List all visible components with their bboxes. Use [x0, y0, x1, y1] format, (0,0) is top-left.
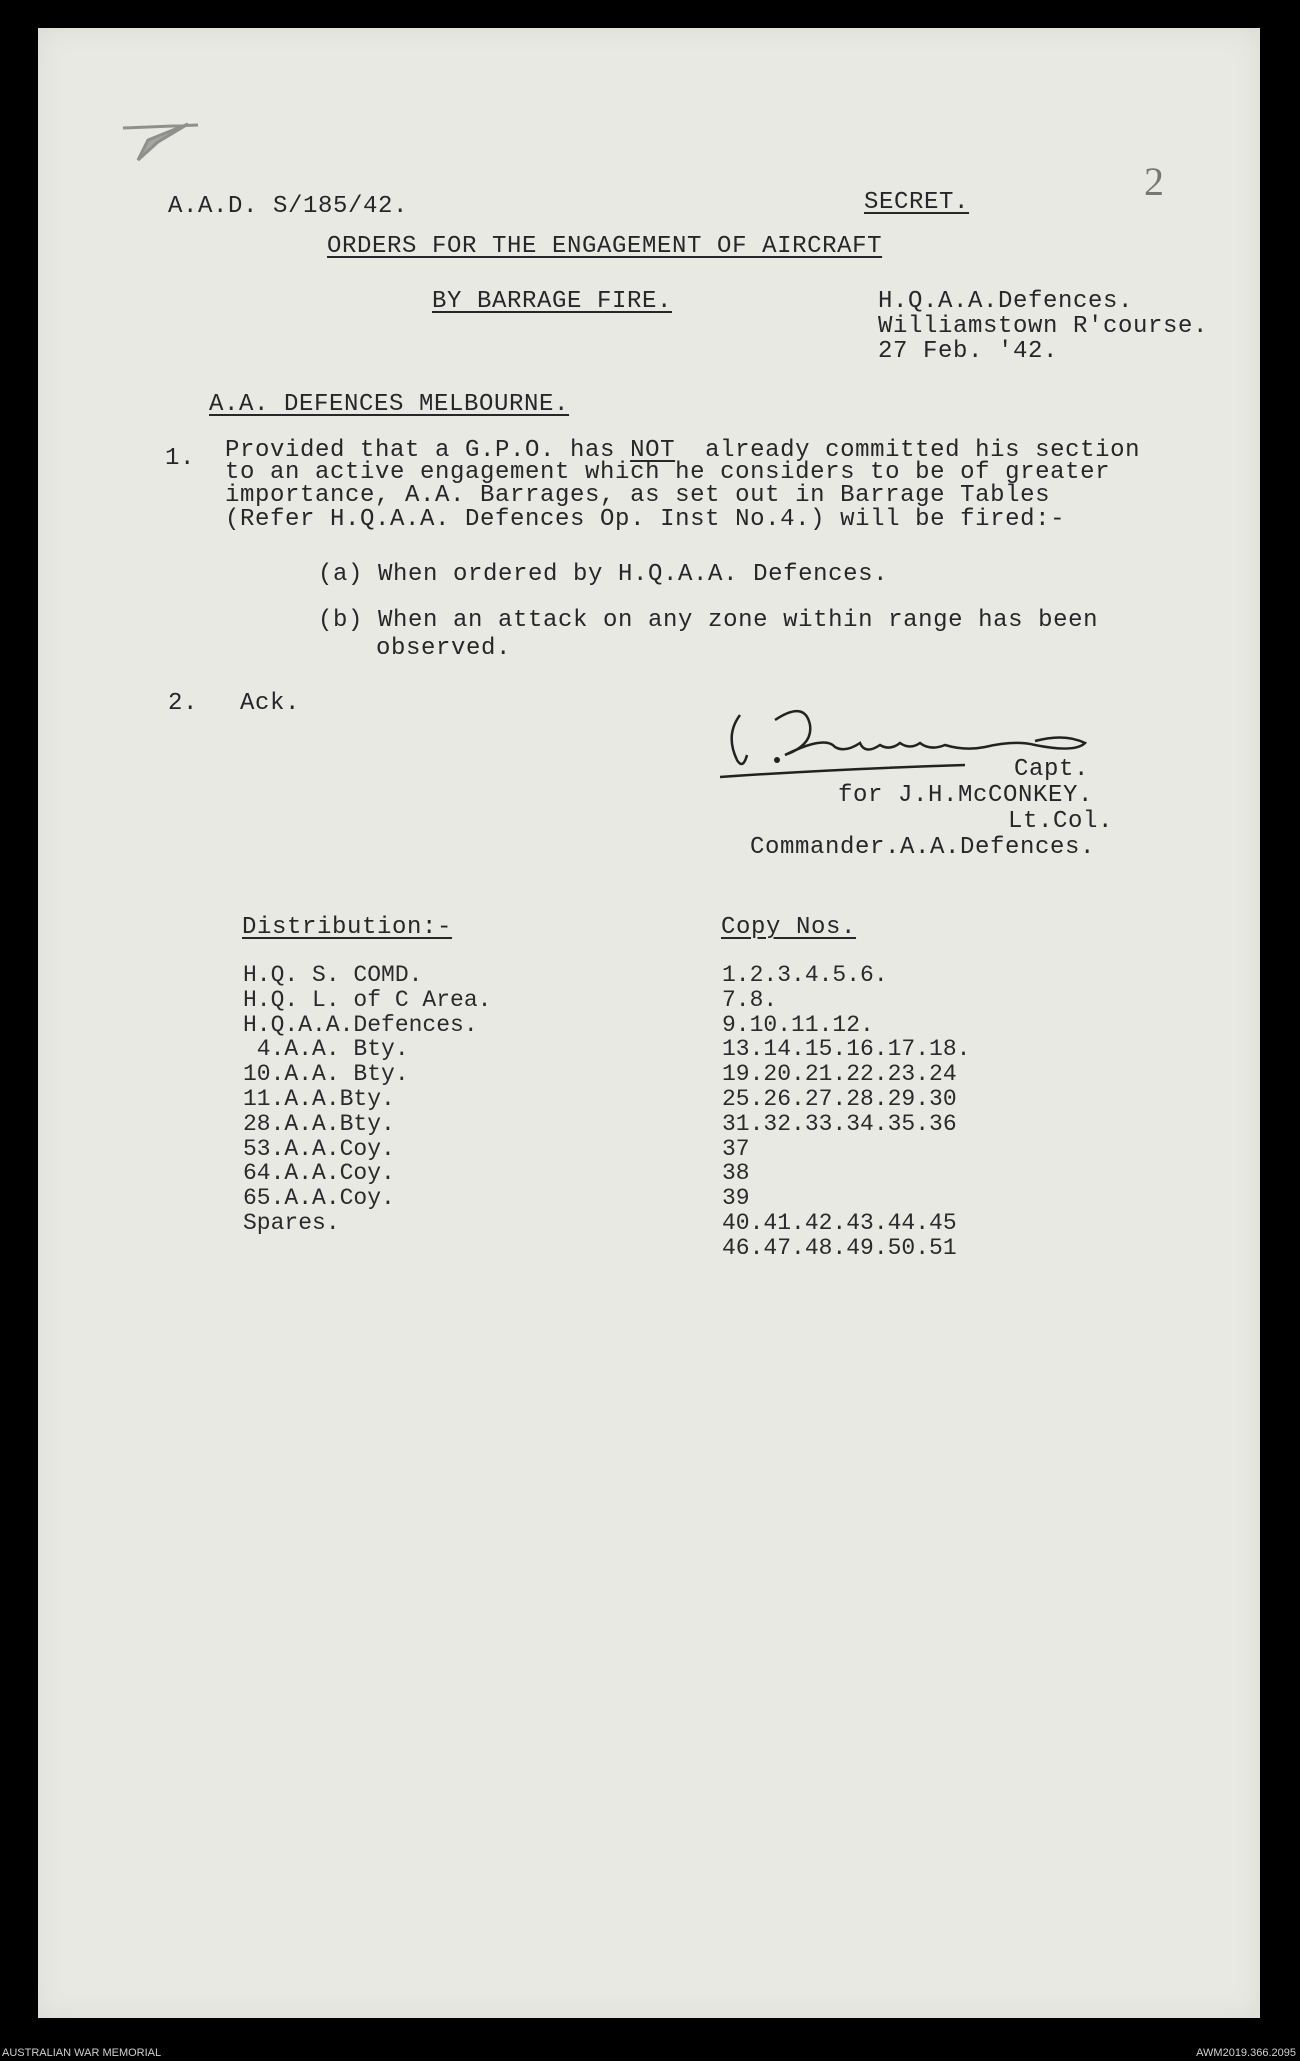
distribution-copies: 13.14.15.16.17.18.	[722, 1036, 971, 1063]
staple-mark-icon	[118, 120, 208, 170]
para-1-line-1-post: already committed his section	[675, 437, 1141, 464]
document-title: ORDERS FOR THE ENGAGEMENT OF AIRCRAFT	[327, 233, 883, 260]
para-2-number: 2.	[168, 690, 199, 717]
distribution-copies: 7.8.	[722, 986, 778, 1013]
distribution-copies: 37	[722, 1135, 750, 1162]
distribution-copies: 40.41.42.43.44.45	[722, 1209, 957, 1236]
page-number: 2	[1144, 159, 1164, 204]
item-a: (a) When ordered by H.Q.A.A. Defences.	[318, 561, 889, 588]
distribution-copies: 39	[722, 1185, 750, 1212]
distribution-header: Distribution:-	[242, 914, 453, 941]
footer-right: AWM2019.366.2095	[1196, 2047, 1296, 2059]
reference-number: A.A.D. S/185/42.	[168, 193, 409, 220]
para-1-line-1-pre: Provided that a G.P.O. has	[225, 437, 631, 464]
para-2-text: Ack.	[240, 690, 301, 717]
para-1-line-4: (Refer H.Q.A.A. Defences Op. Inst No.4.) will be fired:-	[225, 506, 1066, 533]
para-1-number: 1.	[165, 445, 196, 472]
distribution-copies: 38	[722, 1160, 750, 1187]
para-1-line-3: importance, A.A. Barrages, as set out in Barrage Tables	[225, 482, 1051, 509]
emphasis-not: NOT	[630, 437, 676, 464]
para-1-line-2: to an active engagement which he considers to be of greater	[225, 459, 1111, 486]
signature-for: for J.H.McCONKEY.	[838, 782, 1094, 809]
section-heading: A.A. DEFENCES MELBOURNE.	[209, 391, 570, 418]
distribution-list	[243, 963, 491, 1261]
distribution-unit: 4.A.A. Bty.	[243, 1036, 409, 1063]
document-subtitle: BY BARRAGE FIRE.	[432, 288, 673, 315]
distribution-unit: 28.A.A.Bty.	[243, 1110, 395, 1137]
distribution-unit: 65.A.A.Coy.	[243, 1185, 395, 1212]
signature-rank: Capt.	[1014, 756, 1090, 783]
distribution-unit: H.Q. S. COMD.	[243, 962, 423, 988]
item-b-line-1: (b) When an attack on any zone within range has been	[318, 607, 1099, 634]
distribution-copies: 1.2.3.4.5.6.	[722, 962, 888, 988]
signature-title: Commander.A.A.Defences.	[750, 834, 1096, 861]
signature-rank-2: Lt.Col.	[1008, 808, 1114, 835]
distribution-unit: 11.A.A.Bty.	[243, 1085, 395, 1112]
distribution-copies: 46.47.48.49.50.51	[722, 1234, 957, 1261]
distribution-copies: 9.10.11.12.	[722, 1011, 874, 1038]
classification-label: SECRET.	[864, 189, 970, 216]
item-b-line-2: observed.	[376, 635, 512, 662]
copy-nos-header: Copy Nos.	[721, 914, 857, 941]
distribution-copies: 19.20.21.22.23.24	[722, 1061, 957, 1088]
distribution-unit: 10.A.A. Bty.	[243, 1061, 409, 1088]
distribution-unit: 53.A.A.Coy.	[243, 1135, 395, 1162]
address-line-2: Williamstown R'course.	[878, 313, 1209, 340]
copy-numbers-list	[722, 963, 970, 1261]
distribution-copies: 25.26.27.28.29.30	[722, 1085, 957, 1112]
address-line-1: H.Q.A.A.Defences.	[878, 288, 1134, 315]
distribution-unit: Spares.	[243, 1209, 340, 1236]
distribution-unit: H.Q. L. of C Area.	[243, 986, 492, 1013]
distribution-unit: H.Q.A.A.Defences.	[243, 1011, 478, 1038]
footer-left: AUSTRALIAN WAR MEMORIAL	[2, 2047, 162, 2059]
date-line: 27 Feb. '42.	[878, 338, 1059, 365]
distribution-unit	[243, 1236, 491, 1261]
distribution-unit: 64.A.A.Coy.	[243, 1160, 395, 1187]
distribution-copies: 31.32.33.34.35.36	[722, 1110, 957, 1137]
